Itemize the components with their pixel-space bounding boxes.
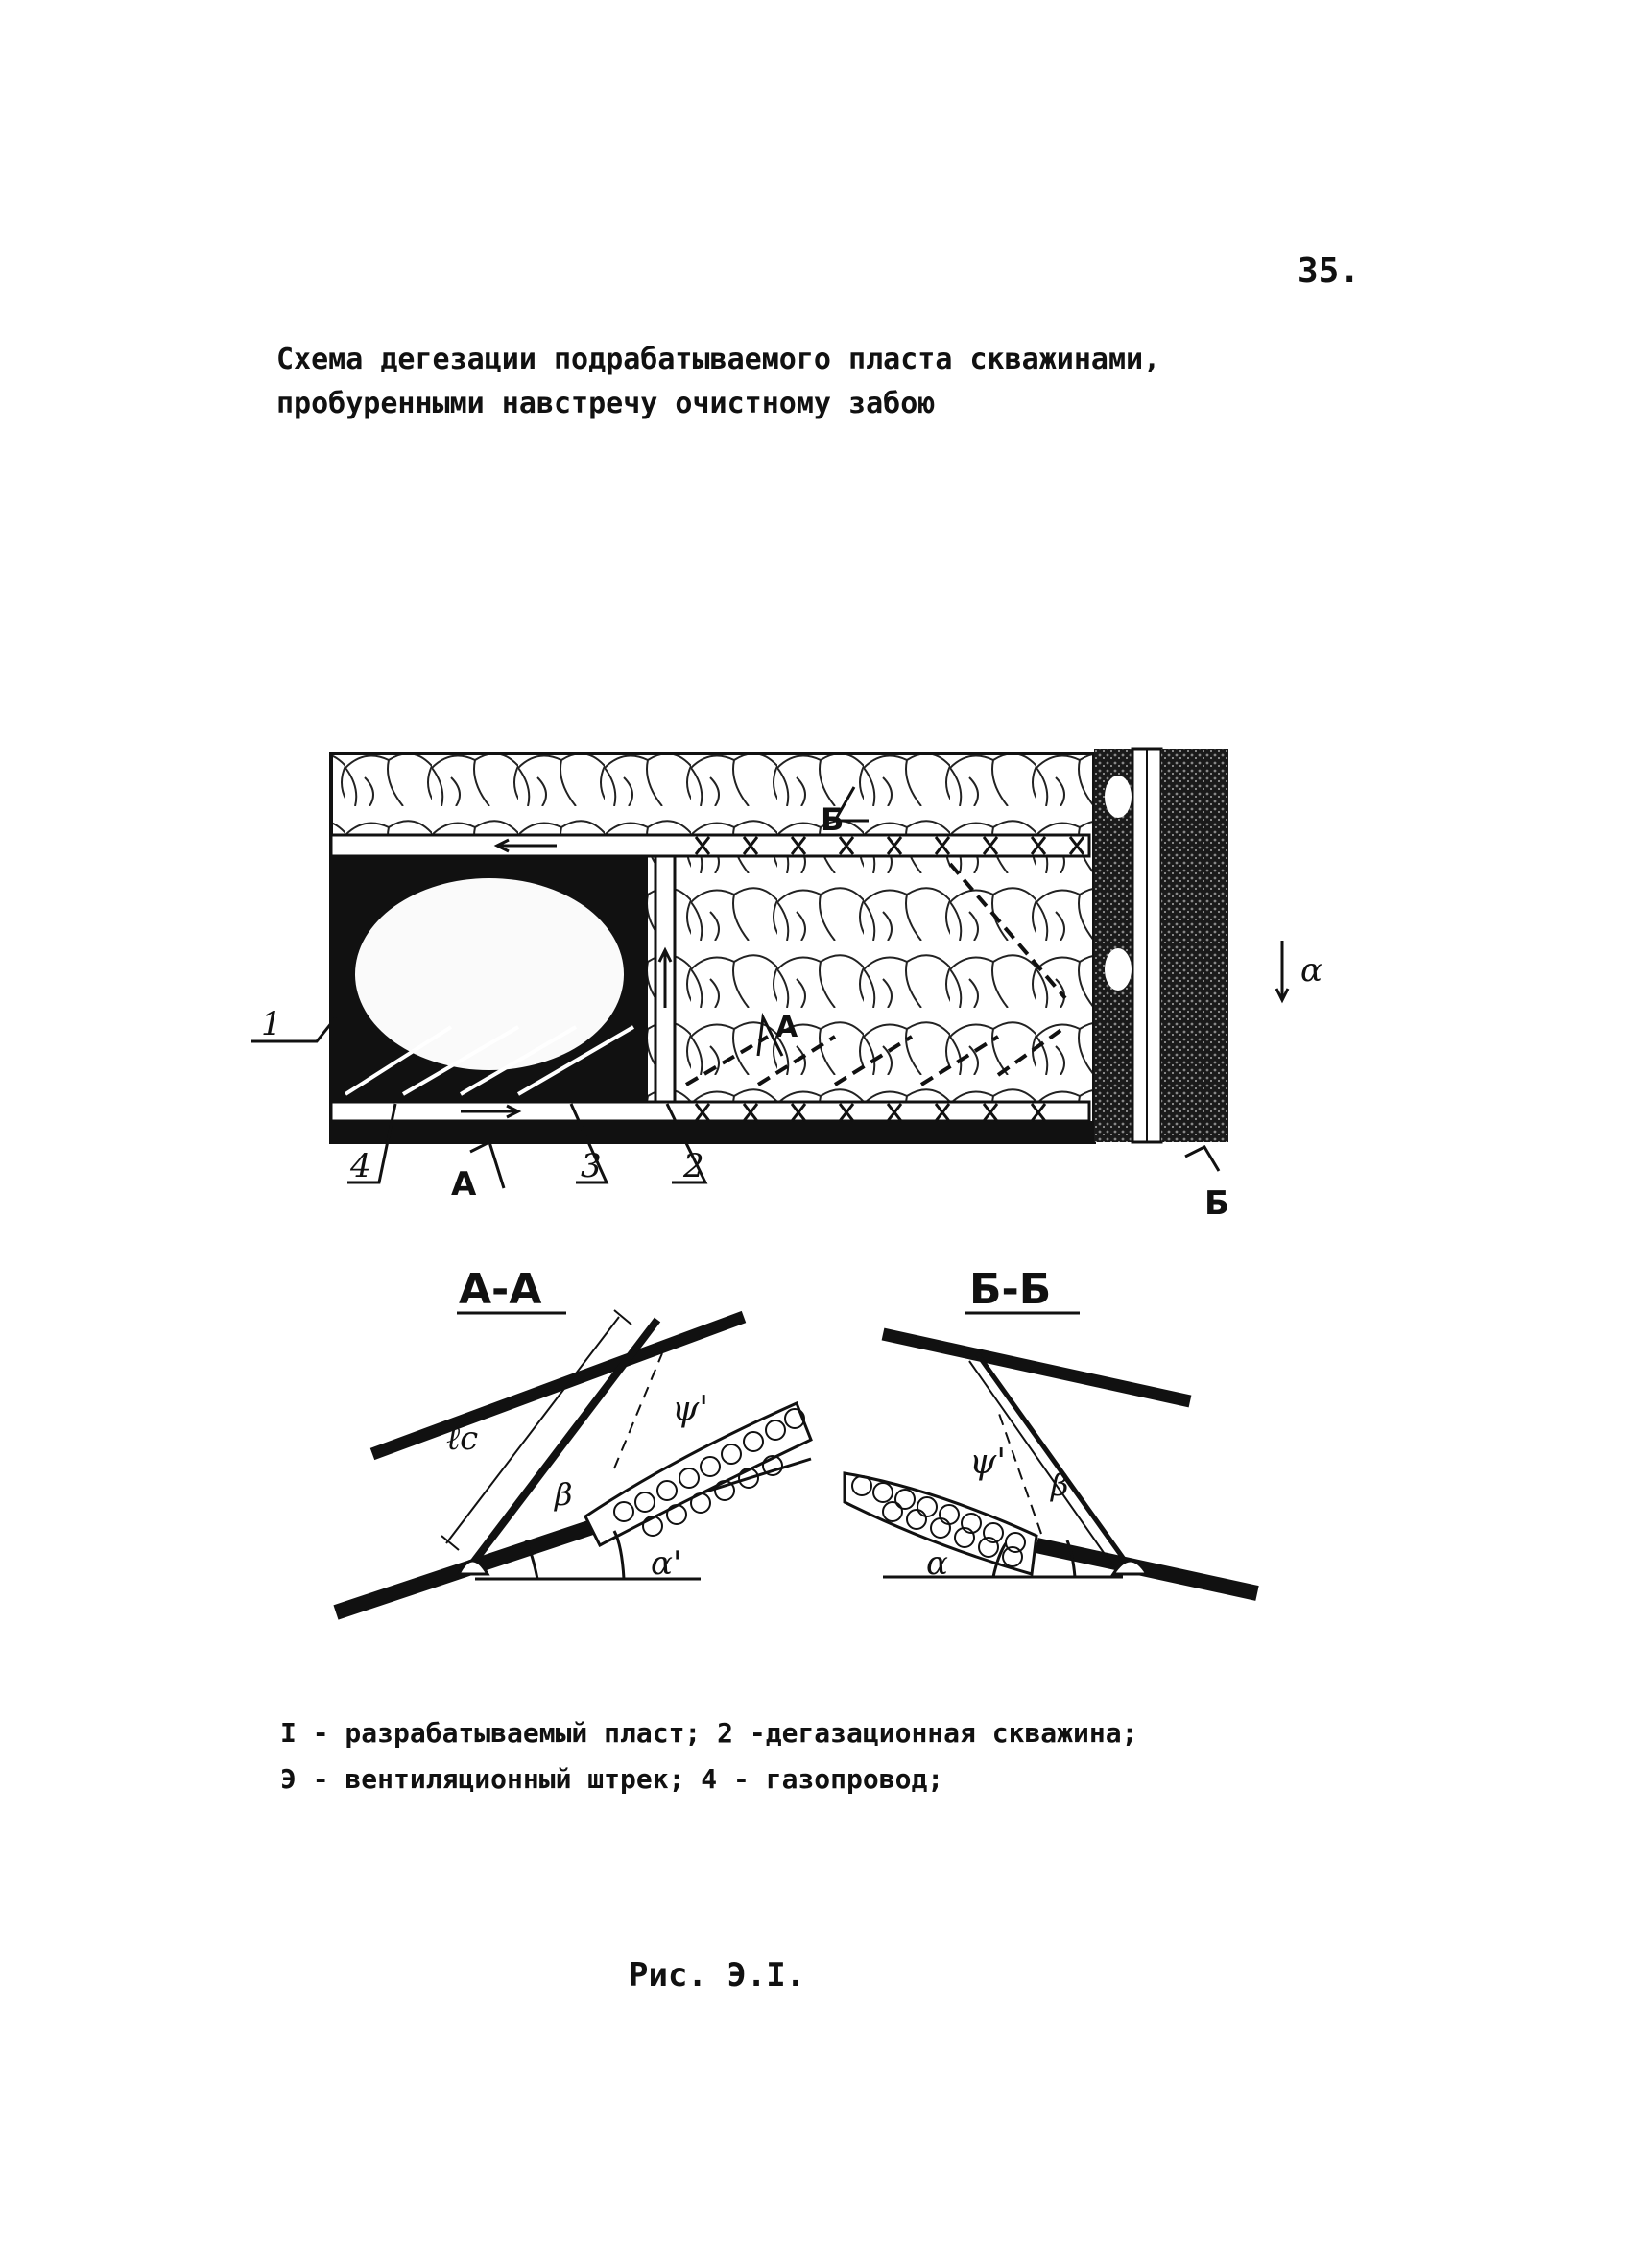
top-drift (331, 835, 1089, 856)
section-bb (845, 1265, 1257, 1593)
callout-4: 4 (350, 1147, 371, 1185)
section-b-bottom: Б (1204, 1184, 1229, 1223)
overlying-seam-aa (372, 1317, 744, 1454)
aa-lc: ℓc (446, 1420, 479, 1458)
section-bb-title: Б-Б (969, 1265, 1052, 1314)
legend-line-2: Э - вентиляционный штрек; 4 - газопровод; (280, 1763, 944, 1795)
figure-legend (280, 1710, 1137, 1802)
section-mark-b-bottom (1185, 1147, 1219, 1171)
plan-view (251, 749, 1322, 1223)
bb-alpha: α (926, 1544, 948, 1583)
dip-alpha: α (1300, 951, 1322, 990)
page-number: 35. (1298, 251, 1361, 291)
aa-alpha: α' (651, 1544, 682, 1583)
gas-pipeline (331, 1121, 1094, 1142)
pillar-void-1 (1105, 776, 1132, 818)
heading-line-2: пробуренными навстречу очистному забою (276, 387, 936, 420)
aa-beta: β (555, 1476, 573, 1513)
overlying-seam-bb (883, 1334, 1190, 1401)
bb-beta: β (1051, 1467, 1069, 1503)
figure-caption: Рис. Э.I. (629, 1956, 806, 1994)
section-a: А (775, 1011, 798, 1044)
bb-psi: ψ' (969, 1443, 1007, 1482)
aa-psi: ψ' (672, 1390, 709, 1429)
right-seam (1161, 749, 1228, 1142)
seam-light-area (355, 878, 624, 1070)
heading-line-1: Схема дегезации подрабатываемого пласта скважинами, (276, 343, 1161, 376)
callout-3: 3 (581, 1147, 602, 1185)
section-b: Б (821, 801, 845, 838)
section-aa-title: А-А (459, 1265, 542, 1314)
section-aa (336, 1265, 811, 1612)
dip-arrow (1276, 941, 1288, 1000)
pillar-void-2 (1105, 948, 1132, 991)
section-a-bottom: А (451, 1165, 477, 1204)
callout-1: 1 (261, 1005, 282, 1043)
legend-line-1: I - разрабатываемый пласт; 2 -дегазационная скважина; (280, 1717, 1138, 1749)
callout-2: 2 (683, 1147, 704, 1185)
